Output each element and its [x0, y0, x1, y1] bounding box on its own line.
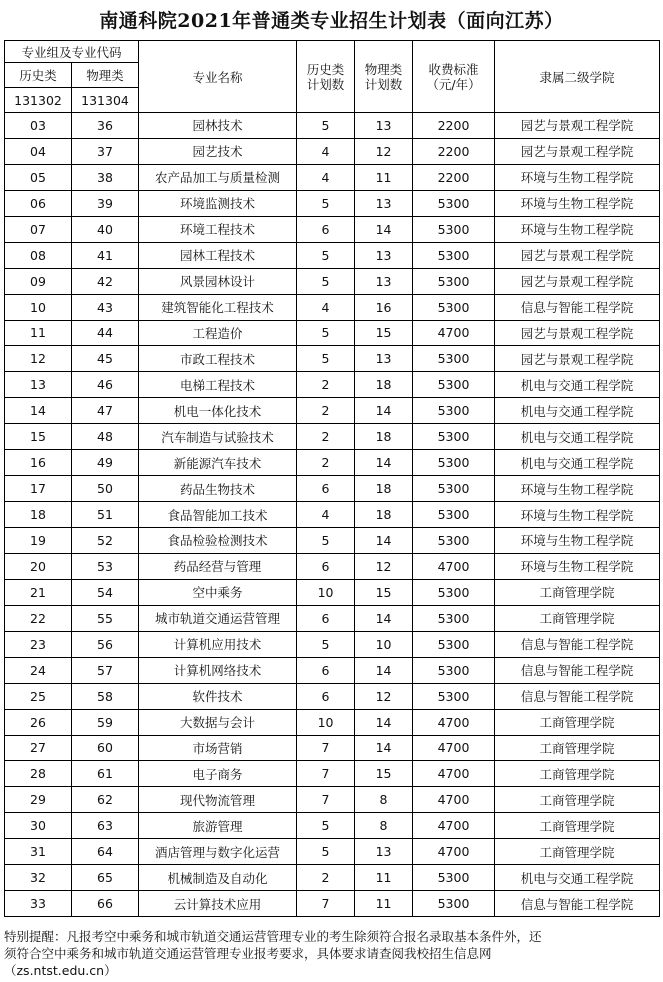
history-plan-cell: 5 [297, 320, 355, 346]
table-row [5, 502, 660, 528]
table-row [5, 528, 660, 554]
page-title: 南通科院2021年普通类专业招生计划表（面向江苏） [99, 10, 564, 32]
physics-code-cell: 66 [72, 891, 139, 917]
physics-plan-cell: 14 [355, 528, 413, 554]
history-plan-cell: 5 [297, 190, 355, 216]
physics-code-cell: 56 [72, 631, 139, 657]
physics-code-cell: 58 [72, 683, 139, 709]
major-name-cell: 计算机网络技术 [139, 657, 297, 683]
history-plan-cell: 2 [297, 424, 355, 450]
major-name-cell: 建筑智能化工程技术 [139, 294, 297, 320]
history-plan-cell: 10 [297, 709, 355, 735]
physics-code-cell: 50 [72, 476, 139, 502]
college-cell: 工商管理学院 [495, 709, 660, 735]
history-plan-cell: 10 [297, 579, 355, 605]
history-plan-cell: 4 [297, 294, 355, 320]
history-code-cell: 22 [5, 605, 72, 631]
footer-line-1: 特别提醒：凡报考空中乘务和城市轨道交通运营管理专业的考生除须符合报名录取基本条件外，还 [4, 929, 542, 944]
table-row [5, 813, 660, 839]
physics-code-cell: 47 [72, 398, 139, 424]
major-name-cell: 旅游管理 [139, 813, 297, 839]
table-row [5, 839, 660, 865]
table-row [5, 761, 660, 787]
table-row [5, 683, 660, 709]
major-name-cell: 市政工程技术 [139, 346, 297, 372]
physics-plan-header-line1: 物理类 [364, 61, 403, 77]
college-cell: 机电与交通工程学院 [495, 865, 660, 891]
history-plan-cell: 7 [297, 761, 355, 787]
college-cell: 园艺与景观工程学院 [495, 268, 660, 294]
major-name-cell: 农产品加工与质量检测 [139, 164, 297, 190]
physics-plan-cell: 13 [355, 113, 413, 139]
history-plan-cell: 6 [297, 216, 355, 242]
table-row [5, 476, 660, 502]
history-code-cell: 29 [5, 787, 72, 813]
history-code-cell: 31 [5, 839, 72, 865]
history-plan-cell: 2 [297, 865, 355, 891]
footer-line-2: 须符合空中乘务和城市轨道交通运营管理专业报考要求，具体要求请查阅我校招生信息网 [4, 946, 492, 961]
history-code-cell: 18 [5, 502, 72, 528]
fee-cell: 5300 [413, 631, 495, 657]
college-cell: 环境与生物工程学院 [495, 190, 660, 216]
college-cell: 信息与智能工程学院 [495, 294, 660, 320]
fee-cell: 4700 [413, 553, 495, 579]
history-code-cell: 27 [5, 735, 72, 761]
history-code-cell: 25 [5, 683, 72, 709]
history-plan-cell: 5 [297, 839, 355, 865]
physics-plan-cell: 16 [355, 294, 413, 320]
major-name-cell: 计算机应用技术 [139, 631, 297, 657]
table-row [5, 294, 660, 320]
major-name-cell: 工程造价 [139, 320, 297, 346]
major-name-cell: 现代物流管理 [139, 787, 297, 813]
fee-cell: 5300 [413, 450, 495, 476]
physics-code-cell: 52 [72, 528, 139, 554]
physics-code-cell: 45 [72, 346, 139, 372]
college-cell: 环境与生物工程学院 [495, 502, 660, 528]
physics-code-cell: 38 [72, 164, 139, 190]
history-code-cell: 16 [5, 450, 72, 476]
history-plan-header [297, 41, 355, 113]
physics-code-cell: 65 [72, 865, 139, 891]
fee-cell: 5300 [413, 865, 495, 891]
physics-plan-cell: 12 [355, 683, 413, 709]
history-code-cell: 14 [5, 398, 72, 424]
college-cell: 环境与生物工程学院 [495, 164, 660, 190]
history-code-cell: 05 [5, 164, 72, 190]
physics-plan-cell: 13 [355, 839, 413, 865]
fee-cell: 5300 [413, 294, 495, 320]
physics-plan-cell: 13 [355, 242, 413, 268]
fee-cell: 2200 [413, 113, 495, 139]
physics-plan-cell: 14 [355, 605, 413, 631]
table-row [5, 865, 660, 891]
college-cell: 园艺与景观工程学院 [495, 113, 660, 139]
history-code-cell: 17 [5, 476, 72, 502]
history-code-cell: 06 [5, 190, 72, 216]
college-cell: 工商管理学院 [495, 605, 660, 631]
college-cell: 工商管理学院 [495, 579, 660, 605]
history-plan-cell: 5 [297, 268, 355, 294]
physics-plan-cell: 11 [355, 865, 413, 891]
physics-plan-cell: 14 [355, 735, 413, 761]
physics-plan-header [355, 41, 413, 113]
fee-cell: 4700 [413, 839, 495, 865]
major-name-cell: 园林技术 [139, 113, 297, 139]
physics-code-cell: 40 [72, 216, 139, 242]
fee-cell: 2200 [413, 164, 495, 190]
history-plan-header-line1: 历史类 [306, 61, 345, 77]
table-row [5, 709, 660, 735]
history-plan-header-line2: 计划数 [306, 76, 345, 92]
table-row [5, 138, 660, 164]
physics-plan-cell: 14 [355, 709, 413, 735]
college-cell: 环境与生物工程学院 [495, 216, 660, 242]
college-cell: 机电与交通工程学院 [495, 450, 660, 476]
physics-plan-cell: 14 [355, 450, 413, 476]
physics-code-cell: 41 [72, 242, 139, 268]
history-code-cell: 08 [5, 242, 72, 268]
history-code-cell: 15 [5, 424, 72, 450]
history-code-cell: 07 [5, 216, 72, 242]
college-cell: 工商管理学院 [495, 787, 660, 813]
college-cell: 机电与交通工程学院 [495, 372, 660, 398]
major-name-cell: 云计算技术应用 [139, 891, 297, 917]
major-name-cell: 园艺技术 [139, 138, 297, 164]
footer-link[interactable]: （zs.ntst.edu.cn） [4, 963, 117, 978]
history-code-cell: 32 [5, 865, 72, 891]
fee-cell: 5300 [413, 528, 495, 554]
history-code-cell: 24 [5, 657, 72, 683]
major-name-cell: 环境工程技术 [139, 216, 297, 242]
major-name-cell: 市场营销 [139, 735, 297, 761]
physics-plan-cell: 13 [355, 190, 413, 216]
college-cell: 环境与生物工程学院 [495, 528, 660, 554]
fee-cell: 4700 [413, 813, 495, 839]
table-row [5, 346, 660, 372]
fee-cell: 5300 [413, 398, 495, 424]
group-code-header: 专业组及专业代码 [5, 41, 139, 63]
major-name-cell: 风景园林设计 [139, 268, 297, 294]
table-row [5, 190, 660, 216]
table-row [5, 372, 660, 398]
table-row [5, 242, 660, 268]
major-name-cell: 药品生物技术 [139, 476, 297, 502]
physics-code-cell: 44 [72, 320, 139, 346]
physics-code-cell: 55 [72, 605, 139, 631]
fee-cell: 2200 [413, 138, 495, 164]
college-cell: 环境与生物工程学院 [495, 553, 660, 579]
fee-cell: 5300 [413, 657, 495, 683]
fee-cell: 4700 [413, 787, 495, 813]
physics-code-cell: 53 [72, 553, 139, 579]
table-row [5, 579, 660, 605]
history-plan-cell: 5 [297, 113, 355, 139]
table-row [5, 424, 660, 450]
physics-plan-cell: 15 [355, 761, 413, 787]
physics-code-cell: 57 [72, 657, 139, 683]
major-name-cell: 汽车制造与试验技术 [139, 424, 297, 450]
history-plan-cell: 7 [297, 735, 355, 761]
history-plan-cell: 5 [297, 631, 355, 657]
physics-code-cell: 54 [72, 579, 139, 605]
major-name-cell: 药品经营与管理 [139, 553, 297, 579]
physics-plan-cell: 11 [355, 164, 413, 190]
fee-cell: 5300 [413, 216, 495, 242]
history-plan-cell: 6 [297, 476, 355, 502]
physics-plan-cell: 18 [355, 476, 413, 502]
history-code-cell: 03 [5, 113, 72, 139]
history-code-cell: 20 [5, 553, 72, 579]
major-name-cell: 空中乘务 [139, 579, 297, 605]
history-code-cell: 21 [5, 579, 72, 605]
major-name-cell: 电梯工程技术 [139, 372, 297, 398]
major-name-cell: 机械制造及自动化 [139, 865, 297, 891]
physics-plan-cell: 12 [355, 553, 413, 579]
history-plan-cell: 6 [297, 605, 355, 631]
table-row [5, 216, 660, 242]
physics-code-cell: 63 [72, 813, 139, 839]
history-code-cell: 30 [5, 813, 72, 839]
physics-plan-cell: 18 [355, 502, 413, 528]
history-code-cell: 11 [5, 320, 72, 346]
history-plan-cell: 4 [297, 164, 355, 190]
history-plan-cell: 5 [297, 242, 355, 268]
history-code-cell: 28 [5, 761, 72, 787]
history-code-cell: 10 [5, 294, 72, 320]
table-row [5, 787, 660, 813]
physics-plan-cell: 13 [355, 346, 413, 372]
college-cell: 园艺与景观工程学院 [495, 138, 660, 164]
history-code-cell: 23 [5, 631, 72, 657]
physics-plan-cell: 15 [355, 579, 413, 605]
fee-cell: 5300 [413, 605, 495, 631]
fee-cell: 5300 [413, 268, 495, 294]
table-row [5, 398, 660, 424]
footer-notice [4, 928, 659, 979]
table-row [5, 605, 660, 631]
header-row-1 [5, 41, 660, 63]
major-name-cell: 园林工程技术 [139, 242, 297, 268]
physics-code-cell: 46 [72, 372, 139, 398]
history-code-cell: 09 [5, 268, 72, 294]
table-row [5, 631, 660, 657]
table-row [5, 113, 660, 139]
college-cell: 园艺与景观工程学院 [495, 242, 660, 268]
history-plan-cell: 6 [297, 657, 355, 683]
major-name-header: 专业名称 [139, 41, 297, 113]
college-cell: 园艺与景观工程学院 [495, 346, 660, 372]
fee-cell: 5300 [413, 242, 495, 268]
physics-plan-cell: 11 [355, 891, 413, 917]
college-cell: 信息与智能工程学院 [495, 891, 660, 917]
physics-plan-header-line2: 计划数 [364, 76, 403, 92]
history-plan-cell: 5 [297, 528, 355, 554]
physics-code-cell: 49 [72, 450, 139, 476]
fee-cell: 4700 [413, 735, 495, 761]
history-plan-cell: 2 [297, 372, 355, 398]
physics-plan-cell: 14 [355, 398, 413, 424]
college-cell: 信息与智能工程学院 [495, 631, 660, 657]
major-name-cell: 食品智能加工技术 [139, 502, 297, 528]
history-code-cell: 12 [5, 346, 72, 372]
physics-group-code: 131304 [72, 88, 139, 113]
history-plan-cell: 6 [297, 683, 355, 709]
fee-header [413, 41, 495, 113]
major-name-cell: 食品检验检测技术 [139, 528, 297, 554]
table-row [5, 657, 660, 683]
college-cell: 工商管理学院 [495, 813, 660, 839]
table-row [5, 553, 660, 579]
major-name-cell: 软件技术 [139, 683, 297, 709]
physics-code-cell: 36 [72, 113, 139, 139]
college-cell: 信息与智能工程学院 [495, 657, 660, 683]
college-cell: 机电与交通工程学院 [495, 424, 660, 450]
physics-plan-cell: 10 [355, 631, 413, 657]
history-code-cell: 33 [5, 891, 72, 917]
history-code-cell: 26 [5, 709, 72, 735]
table-row [5, 268, 660, 294]
fee-cell: 5300 [413, 424, 495, 450]
fee-header-line1: 收费标准 [428, 61, 479, 77]
physics-plan-cell: 14 [355, 216, 413, 242]
major-name-cell: 机电一体化技术 [139, 398, 297, 424]
major-name-cell: 环境监测技术 [139, 190, 297, 216]
table-row [5, 164, 660, 190]
physics-plan-cell: 8 [355, 813, 413, 839]
table-row [5, 735, 660, 761]
history-plan-cell: 4 [297, 138, 355, 164]
major-name-cell: 电子商务 [139, 761, 297, 787]
college-cell: 环境与生物工程学院 [495, 476, 660, 502]
major-name-cell: 新能源汽车技术 [139, 450, 297, 476]
physics-plan-cell: 15 [355, 320, 413, 346]
physics-code-cell: 64 [72, 839, 139, 865]
fee-cell: 4700 [413, 761, 495, 787]
history-code-cell: 04 [5, 138, 72, 164]
college-cell: 工商管理学院 [495, 735, 660, 761]
college-cell: 园艺与景观工程学院 [495, 320, 660, 346]
college-cell: 机电与交通工程学院 [495, 398, 660, 424]
history-plan-cell: 2 [297, 398, 355, 424]
fee-cell: 5300 [413, 502, 495, 528]
history-code-cell: 19 [5, 528, 72, 554]
fee-cell: 4700 [413, 320, 495, 346]
college-cell: 工商管理学院 [495, 839, 660, 865]
history-code-cell: 13 [5, 372, 72, 398]
table-row [5, 450, 660, 476]
college-header: 隶属二级学院 [495, 41, 660, 113]
fee-cell: 5300 [413, 190, 495, 216]
physics-code-cell: 43 [72, 294, 139, 320]
physics-code-cell: 62 [72, 787, 139, 813]
major-name-cell: 大数据与会计 [139, 709, 297, 735]
physics-code-cell: 39 [72, 190, 139, 216]
enrollment-plan-table [4, 40, 660, 917]
history-plan-cell: 2 [297, 450, 355, 476]
history-plan-cell: 6 [297, 553, 355, 579]
history-plan-cell: 4 [297, 502, 355, 528]
major-name-cell: 城市轨道交通运营管理 [139, 605, 297, 631]
physics-category-header: 物理类 [72, 63, 139, 88]
history-group-code: 131302 [5, 88, 72, 113]
history-category-header: 历史类 [5, 63, 72, 88]
college-cell: 信息与智能工程学院 [495, 683, 660, 709]
history-plan-cell: 7 [297, 787, 355, 813]
physics-plan-cell: 12 [355, 138, 413, 164]
major-name-cell: 酒店管理与数字化运营 [139, 839, 297, 865]
college-cell: 工商管理学院 [495, 761, 660, 787]
physics-code-cell: 48 [72, 424, 139, 450]
fee-cell: 5300 [413, 346, 495, 372]
physics-code-cell: 51 [72, 502, 139, 528]
physics-code-cell: 42 [72, 268, 139, 294]
table-row [5, 891, 660, 917]
physics-plan-cell: 18 [355, 424, 413, 450]
history-plan-cell: 7 [297, 891, 355, 917]
fee-cell: 5300 [413, 891, 495, 917]
physics-code-cell: 59 [72, 709, 139, 735]
physics-plan-cell: 8 [355, 787, 413, 813]
fee-cell: 5300 [413, 579, 495, 605]
fee-cell: 5300 [413, 372, 495, 398]
fee-cell: 5300 [413, 476, 495, 502]
fee-cell: 5300 [413, 683, 495, 709]
table-row [5, 320, 660, 346]
history-plan-cell: 5 [297, 813, 355, 839]
physics-code-cell: 60 [72, 735, 139, 761]
fee-cell: 4700 [413, 709, 495, 735]
physics-plan-cell: 18 [355, 372, 413, 398]
physics-code-cell: 61 [72, 761, 139, 787]
physics-plan-cell: 14 [355, 657, 413, 683]
physics-code-cell: 37 [72, 138, 139, 164]
fee-header-line2: （元/年） [426, 76, 481, 92]
physics-plan-cell: 13 [355, 268, 413, 294]
history-plan-cell: 5 [297, 346, 355, 372]
